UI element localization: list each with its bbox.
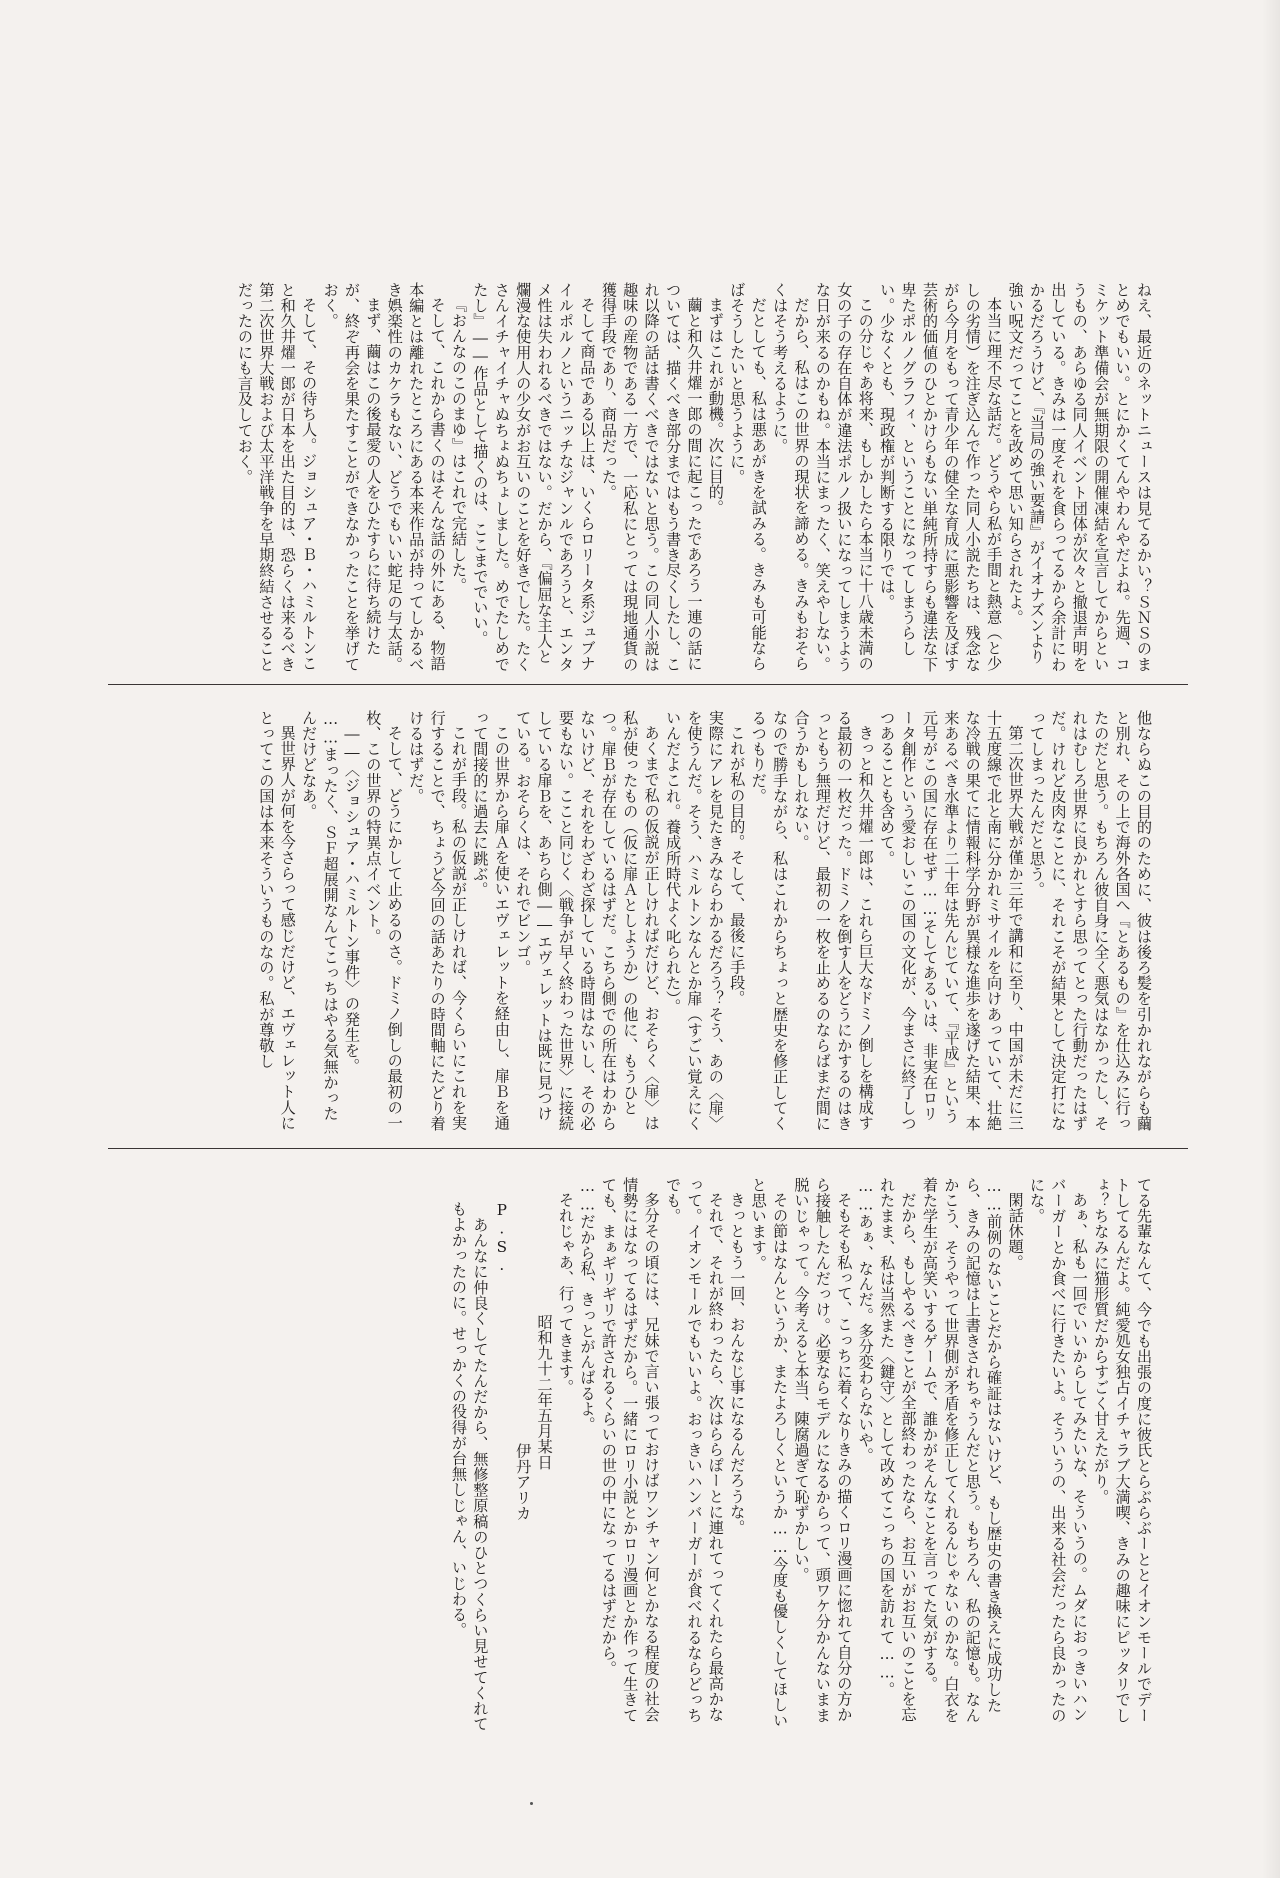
section-3-paragraph-5: だから、もしやるべきことが全部終わったなら、お互いがお互いのことを忘れたまま、私は当然また〈鍵守〉として改めてこっちの国を訪れて……。 <box>878 1177 918 1723</box>
section-divider-1 <box>108 684 1188 685</box>
section-1-paragraph-3: この分じゃあ将来、もしかしたら本当に十八歳未満の女の子の存在自体が違法ポルノ扱いになってしまうような日が来るのかもね。本当にまったく、笑えやしない。 <box>813 282 875 672</box>
section-2-paragraph-11: ――〈ジョシュア・ハミルトン事件〉の発生を。 <box>342 725 361 1074</box>
ps-text: あんなに仲良くしてたんだから、無修整原稿のひとつくらい見せてくれてもよかったのに。せっかくの役得が台無しじゃん、いじわる。 <box>450 1201 490 1732</box>
page-mark <box>530 1802 533 1805</box>
section-1-text <box>138 282 1154 675</box>
section-1-paragraph-4: だから、私はこの世界の現状を諦める。きみもおそらくはそう考えるように。 <box>771 282 811 672</box>
section-1-paragraph-5: だとしても、私は悪あがきを試みる。きみも可能ならばそうしたいと思うように。 <box>728 282 768 672</box>
section-2-paragraph-4: なので勝手ながら、私はこれからちょっと歴史を修正してくるつもりだ。 <box>749 710 790 1132</box>
section-3-paragraph-7: そもそも私って、こっちに着くなりきみの描くロリ漫画に惚れて自分の方から接触したんだっけ。必要ならモデルになるからって、頭ワケ分かんないまま脱いじゃって。今考えると本当、陳腐過ぎて恥ずかしい。 <box>792 1177 854 1723</box>
section-3-paragraph-13: それじゃあ、行ってきます。 <box>557 1192 576 1395</box>
section-1-paragraph-9: 『おんなのこのまゆ』はこれで完結した。 <box>450 297 468 594</box>
section-3-paragraph-1: てる先輩なんて、今でも出張の度に彼氏とらぶらぶーととイオンモールでデートしてるんだよ。純愛処女独占イチャラブ大満喫、きみの趣味にピッタリでしょ？ちなみに猫形質だからすごく甘えたがり。 <box>1092 1177 1153 1723</box>
section-2-paragraph-6: 実際にアレを見たきみならわかるだろう？そう、あの〈扉〉を使うんだ。そう、ハミルトンなんとか扉（すごい覚えにくいんだよこれ。養成所時代よく叱られた）。 <box>664 710 725 1132</box>
section-3-paragraph-9: きっともう一回、おんなじ事になるんだろうな。 <box>728 1192 747 1536</box>
section-1-paragraph-7: 繭と和久井燿一郎の間に起こったであろう一連の話については、描くべき部分まではもう書き尽くしたし、これ以降の話は書くべきではないと思う。この同人小説は趣味の産物である一方で、一応私にとっては現地通貨の獲得手段であり、商品だった。 <box>599 282 704 672</box>
section-2-paragraph-3: きっと和久井燿一郎は、これら巨大なドミノ倒しを構成する最初の一枚だった。ドミノを倒す人をどうにかするのはきっともう無理だけど、最初の一枚を止めるのならばまだ間に合うかもしれない。 <box>792 710 875 1132</box>
section-3-paragraph-4: ……前例のないことだから確証はないけど、もし歴史の書き換えに成功したら、きみの記憶は上書きされちゃうんだと思う。もちろん、私の記憶も。なんかこう、そうやって世界側が矛盾を修正してくれるんじゃないのかな。白衣を着た学生が高笑いするゲームで、誰かがそんなことを言ってた気がする。 <box>920 1177 1004 1723</box>
section-2-paragraph-5: これが私の目的。そして、最後に手段。 <box>728 725 747 1006</box>
section-1-paragraph-2: 本当に理不尽な話だ。どうやら私が手間と熱意（と少しの劣情）を注ぎ込んで作った同人小説たちは、残念ながら今月をもって青少年の健全な育成に悪影響を及ぼす芸術的価値のひとかけらもない単純所持すらも違法な下卑たポルノグラフィ、ということになってしまうらしい。少なくとも、現政権が判断する限りでは。 <box>878 282 1004 672</box>
section-2-paragraph-8: この世界から扉Ａを使いエヴェレットを経由し、扉Ｂを通って間接的に過去に跳ぶ。 <box>471 710 511 1131</box>
section-3-paragraph-6: ……あぁ、なんだ。多分変わらないや。 <box>856 1177 875 1464</box>
section-3-paragraph-3: 閑話休題。 <box>1006 1192 1025 1271</box>
section-1-paragraph-10: そして、これから書くのはそんな話の外にある、物語本編とは離れたところにある本来作品が持ってしかるべき娯楽性のカケラもない、どうでもいい蛇足の与太話。 <box>385 282 447 672</box>
section-3-paragraph-2: あぁ、私も一回でいいからしてみたいな、そういうの。ムダにおっきいハンバーガーとか食べに行きたいよ。そういうの、出来る社会だったら良かったのにな。 <box>1027 1177 1089 1723</box>
ps-heading: P.S. <box>492 1201 511 1275</box>
section-1-paragraph-12: そして、その待ち人。ジョシュア・Ｂ・ハミルトンこと和久井燿一郎が日本を出た目的は、恐らくは来るべき第二次世界大戦および太平洋戦争を早期終結させることだったのにも言及しておく。 <box>235 282 319 672</box>
section-3-paragraph-11: 多分その頃には、兄妹で言い張っておけばワンチャン何とかなる程度の社会情勢にはなってるはずだから。一緒にロリ小説とかロリ漫画とか作って生きてても、まぁギリギリで許されるくらいの世の中になってるはずだから。 <box>599 1177 661 1723</box>
signature-author: 伊丹アリカ <box>514 1443 533 1521</box>
section-2-paragraph-13: 異世界人が何を今さらって感じだけど、エヴェレット人にとってこの国は本来そういうものなの。私が尊敬し <box>257 710 297 1131</box>
section-2-paragraph-12: ……まったく、ＳＦ超展開なんてこっちはやる気無かったんだけどなあ。 <box>300 710 340 1122</box>
section-2-paragraph-7: あくまで私の仮説が正しければだけど、おそらく〈扉〉は私が使ったもの（仮に扉Ａとしようか）の他に、もうひとつ。扉Ｂが存在しているはずだ。こちら側での所在はわからないけど、それをわざわざ探している時間はないし、その必要もない。ここと同じく〈戦争が早く終わった世界〉に接続している扉Ｂを、あちら側――エヴェレットは既に見つけている。おそらくは、それでビンゴ。 <box>514 710 661 1132</box>
section-3-paragraph-10: それで、それが終わったら、次はららぽーとに連れてってくれたら最高かなって。イオンモールでもいいよ。おっきいハンバーガーが食べれるならどっちでも。 <box>664 1177 725 1723</box>
section-2-paragraph-9: これが手段。私の仮説が正しければ、今くらいにこれを実行することで、ちょうど今回の話あたりの時間軸にたどり着けるはずだ。 <box>407 710 468 1132</box>
section-1-paragraph-1: ねえ、最近のネットニュースは見てるかい？ＳＮＳのまとめでもいい。とにかくてんやわんやだよね。先週、コミケット準備会が無期限の開催凍結を宣言してからというもの、あらゆる同人イベント団体が次々と撤退声明を出している。きみは一度それを食らってるから余計にわかるだろうけど、『当局の強い要請』がイオナズンより強い呪文だってことを改めて思い知らされたよ。 <box>1006 282 1153 672</box>
section-2-text <box>138 710 1154 1136</box>
section-3-paragraph-8: その節はなんというか、またよろしくというか……今度も優しくしてほしいと思います。 <box>749 1177 790 1729</box>
signature-date: 昭和九十二年五月某日 <box>535 1313 554 1470</box>
section-1-paragraph-11: まず、繭はこの後最愛の人をひたすらに待ち続けたが、終ぞ再会を果たすことができなかったことを挙げておく。 <box>321 282 383 672</box>
page-gutter <box>1262 0 1280 1878</box>
section-3-text <box>138 1177 1154 1732</box>
section-2-paragraph-2: 第二次世界大戦が僅か三年で講和に至り、中国が未だに三十五度線で北と南に分かれミサイルを向けあっていて、壮絶な冷戦の果てに情報科学分野が異様な進歩を遂げた結果、本来あるべき水準より二十年は先んじていて、『平成』という元号がこの国に存在せず……そしてあるいは、非実在ロリータ創作という愛おしいこの国の文化が、今まさに終了しつつあることも含めて。 <box>878 710 1025 1132</box>
section-2-paragraph-1: 他ならぬこの目的のために、彼は後ろ髪を引かれながらも繭と別れ、その上で海外各国へ『とあるもの』を仕込みに行ったのだと思う。もちろん彼自身に全く悪気はなかったし、それはむしろ世界に良かれとすら思ってとった行動だったはずだ。けれど皮肉なことに、それこそが結果として決定打になってしまったんだと思う。 <box>1027 710 1153 1132</box>
section-divider-2 <box>108 1148 1188 1149</box>
section-1-paragraph-8: そして商品である以上は、いくらロリータ系ジュブナイルポルノというニッチなジャンルであろうと、エンタメ性は失われるべきではない。だから、『偏屈な主人と爛漫な使用人の少女がお互いのことを好きでした。たくさんイチャイチャぬちょぬちょしました。めでたしめでたし』――作品として描くのは、ここまででいい。 <box>471 282 597 672</box>
section-3-paragraph-12: ……だから私、きっとがんばるよ。 <box>578 1177 597 1433</box>
section-1-paragraph-6: まずはこれが動機。次に目的。 <box>706 297 725 516</box>
section-2-paragraph-10: そして、どうにかして止めるのさ。ドミノ倒しの最初の一枚、この世界の特異点イベント。 <box>364 710 404 1131</box>
